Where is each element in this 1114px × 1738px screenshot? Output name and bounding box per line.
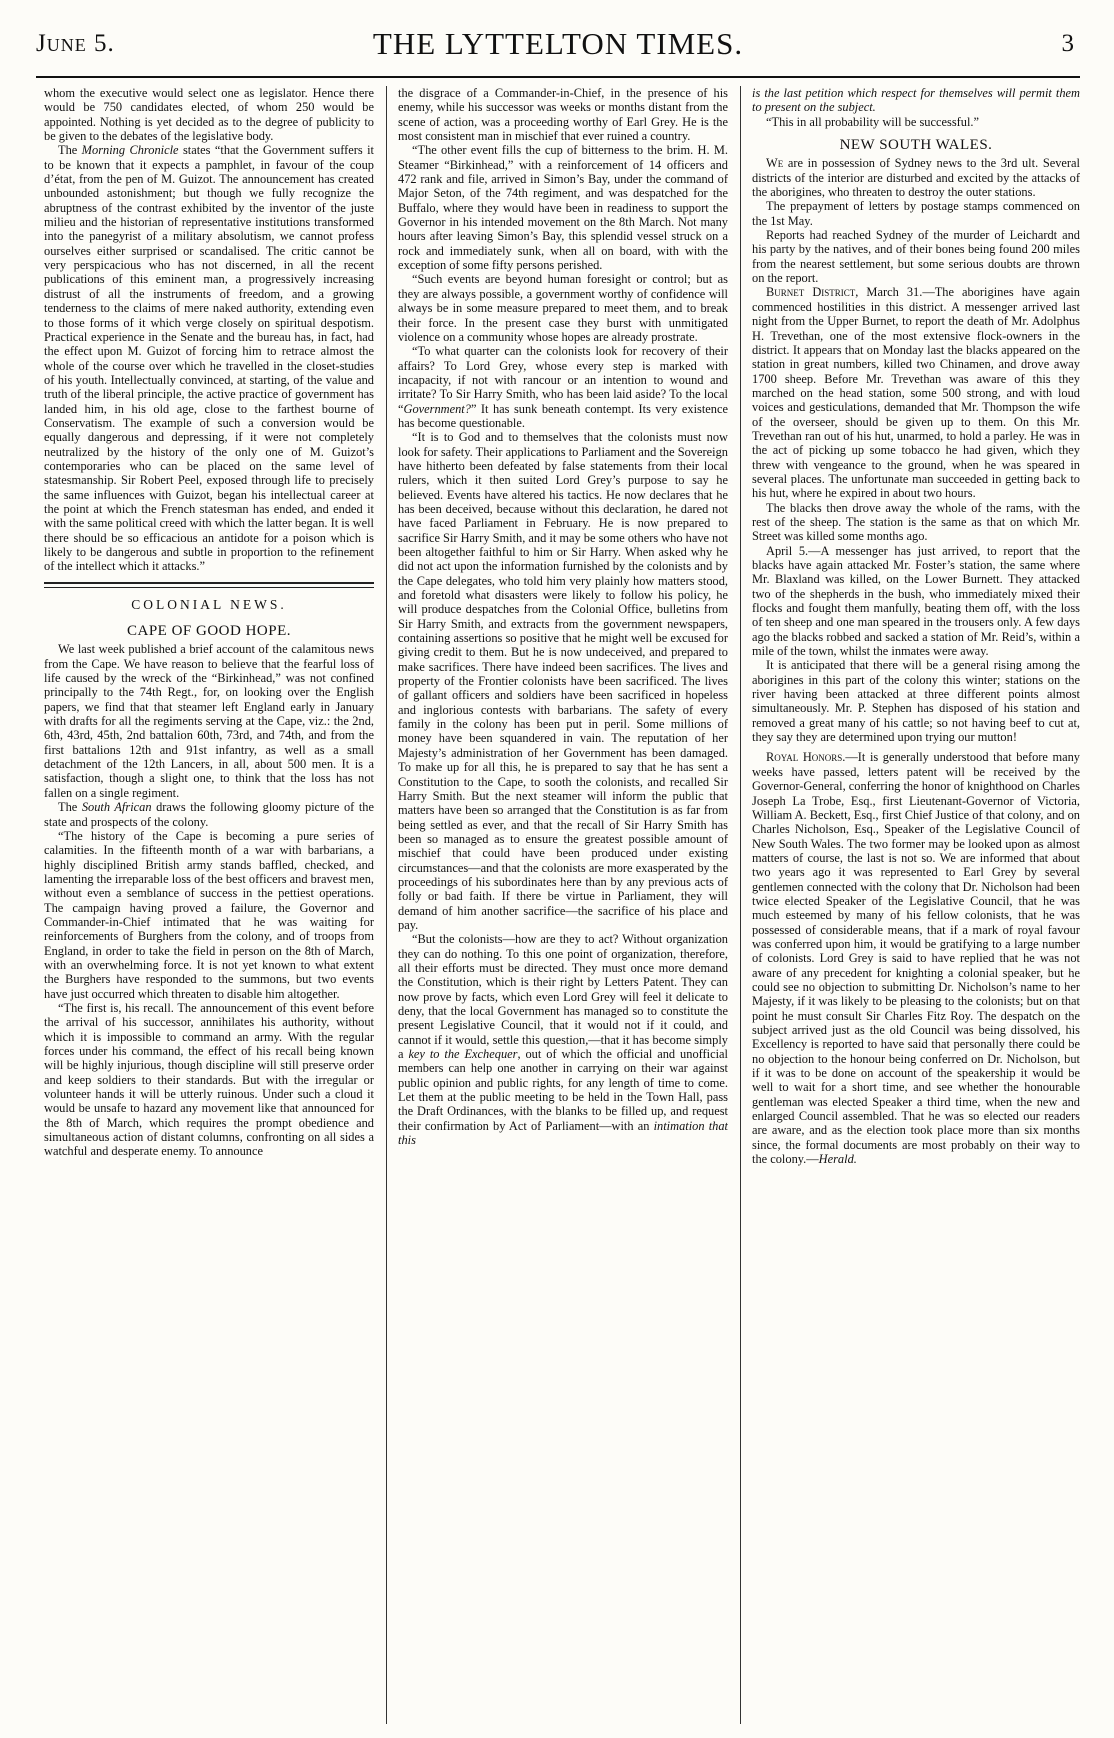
paragraph: Reports had reached Sydney of the murder of Leichardt and his party by the natives, and of their bones being found 200 miles from the nearest settlement, but some serious doubts are thrown on the report. <box>752 228 1080 286</box>
paragraph: It is anticipated that there will be a general rising among the aborigines in this part of the colony this winter; stations on the river having been attacked at three different points almost simultaneously. Mr. P. Stephen has disposed of his station and removed a great many of his cattle; so not having beef to cut at, they say they are determined upon trying our mutton! <box>752 658 1080 745</box>
paragraph: “This in all probability will be successful.” <box>766 114 980 129</box>
source-credit: Herald. <box>818 1152 857 1167</box>
italic-text: Government? <box>403 401 471 416</box>
paragraph: is the last petition which respect for themselves will permit them to present on the subject. <box>752 86 1080 115</box>
paragraph: “The first is, his recall. The announcement of this event before the arrival of his successor, annihilates his authority, without which it is impossible to command an army. With the regular forces under his command, the effect of his recall being known will be highly injurious, though discipline will still preserve order and keep soldiers to their standards. But with the irregular or volunteer hands it will be utterly ruinous. Under such a cloud it would be unsafe to hazard any movement like that announced for the 8th of March, which requires the prompt obedience and simultaneous action of distant columns, confronting on all sides a watchful and desperate enemy. To announce <box>44 1000 374 1159</box>
italic-text: intimation that this <box>398 1118 728 1148</box>
paragraph <box>398 932 728 1147</box>
text-run: , out of which the official and unofficial members can help one another in carrying on their war against public opinion and public rights, for any length of time to come. Let them at the public meeting to be held in the Town Hall, pass the Draft Ordinances, with the blanks to be filled up, and request their confirmation by Act of Parliament—with an <box>398 1047 728 1133</box>
newspaper-page <box>36 24 1080 1724</box>
lead-in: Burnet District, <box>766 285 859 300</box>
text-run: are in possession of Sydney news to the 3rd ult. Several districts of the interior are disturbed and excited by the attacks of the aborigines, who threaten to destroy the outer stations. <box>752 156 1080 200</box>
paragraph <box>752 285 1080 500</box>
paragraph <box>752 750 1080 1166</box>
paragraph <box>752 156 1080 199</box>
text-run: The <box>58 143 82 158</box>
text-run: —It is generally understood that before many weeks have passed, letters patent will be received by the Governor-General, conferring the honor of knighthood on Charles Joseph La Trobe, Esq., first Lieutenant-Governor of Victoria, William A. Beckett, Esq., first Chief Justice of that colony, and on Charles Nicholson, Esq., Speaker of the Legislative Council of New South Wales. The two former may be looked upon as almost matters of course, the last is not so. We are informed that about two years ago it was represented to Earl Grey by several gentlemen connected with the colony that Dr. Nicholson had been twice elected Speaker of the Legislative Council, that he was much esteemed by many of his fellow colonists, that he was possessed of considerable means, that if a mark of royal favour was conferred upon him, it would be gratifying to a large number of colonists. Lord Grey is said to have replied that he was not aware of any precedent for knighting a colonial speaker, but he could see no objection to submitting Dr. Nicholson’s name to her Majesty, if it was likely to be pleasing to the colonists; but on that point he must consult Sir Charles Fitz Roy. The despatch on the subject arrived just as the old Council was being dissolved, his Excellency is reported to have said that personally there could be no objection to the honour being conferred on Dr. Nicholson, but if it was to be done on account of the speakership it would be well to wait for a short time, and see whether the honourable gentleman was elected Speaker a third time, when the new and enlarged Council assembled. That he was so elected our readers are aware, and as the election took place more than six months since, the formal documents are most probably on their way to the colony.— <box>752 750 1080 1167</box>
text-run: draws the following gloomy picture of the state and prospects of the colony. <box>44 800 374 829</box>
text-run: “But the colonists—how are they to act? Without organization they can do nothing. To this one point of organization, therefore, all their efforts must be directed. They must once more demand the Constitution, which is their right by Letters Patent. They can now prove by facts, which even Lord Grey will feel it delicate to deny, that the local Government has managed so to constitute the present Legislative Council, that it would not if it could, and cannot if it would, settle this question,—that it has become simply a <box>398 932 728 1062</box>
lead-in: We <box>766 156 784 171</box>
column-2 <box>398 86 728 1724</box>
lead-in: Royal Honors. <box>766 750 846 765</box>
column-3 <box>752 86 1080 1724</box>
article-heading: CAPE OF GOOD HOPE. <box>126 623 292 640</box>
newspaper-title: THE LYTTELTON TIMES. <box>372 26 744 61</box>
paragraph <box>44 143 374 573</box>
paragraph: The blacks then drove away the whole of the rams, with the rest of the sheep. The station is the same as that on which Mr. Street was killed some months ago. <box>752 500 1080 544</box>
section-divider <box>44 587 374 588</box>
paragraph: April 5.—A messenger has just arrived, to report that the blacks have again attacked Mr. Foster’s station, the same where Mr. Blaxland was killed, on the Lower Burnett. They attacked two of the shepherds in the bush, who immediately mixed their flocks and fought them manfully, beating them off, with the loss of ten sheep and one man speared in the trousers only. A few days ago the blacks robbed and sacked a station of Mr. Reid’s, within a mile of the town, whilst the inmates were away. <box>752 543 1080 659</box>
page-header <box>36 24 1080 78</box>
paragraph: “It is to God and to themselves that the colonists must now look for safety. Their applications to Parliament and the Sovereign have hitherto been defeated by false statements from their local rulers, which it then suited Lord Grey’s purpose to say he believed. Events have altered his tactics. He now declares that he has been deceived, because without this declaration, he dared not have faced Parliament in February. He is now prepared to sacrifice Sir Harry Smith, and it may be some others who have not been altogether faithful to him or Sir Harry. When asked why he did not act upon the information furnished by the colonists and by the Cape delegates, who told him very plainly how matters stood, and foretold what disasters were likely to follow his policy, he will produce despatches from the Colonial Office, bulletins from Sir Harry Smith, and extracts from the government newspapers, containing assertions so positive that he might well be excused for giving credit to them. But he is now undeceived, and prepared to make sacrifices. There have indeed been sacrifices. The lives and property of the Frontier colonists have been sacrificed. The lives of gallant officers and soldiers have been sacrificed in hopeless and inglorious contests with barbarians. The safety of every family in the colony has been put in peril. Some millions of money have been squandered in vain. The reputation of her Majesty’s administration of her Government has been damaged. To make up for all this, he is prepared to say that he has sent a Constitution to the Cape, to sooth the colonists, and recalled Sir Harry Smith. But the next steamer will inform the public that matters have been so arranged that the Constitution is as far from being settled as ever, and that the recall of Sir Harry Smith has been so managed as to ensure the greatest possible amount of mischief that could have been produced under existing circumstances—and that the colonists are more exasperated by the proceedings of his subordinates here than by any previous acts of folly or bad faith. If there be virtue in Parliament, they will demand of him another sacrifice—the sacrifice of his place and pay. <box>398 430 728 932</box>
text-run: The <box>58 800 82 815</box>
section-divider <box>44 582 374 584</box>
paragraph: “Such events are beyond human foresight or control; but as they are always possible, a government worthy of confidence will always be in some measure prepared to meet them, and to break their force. In the present case they burst with unmitigated violence on a community whose hopes are already prostrate. <box>398 272 728 344</box>
paragraph <box>398 344 728 430</box>
paragraph <box>44 800 374 829</box>
text-run: March 31.—The aborigines have again commenced hostilities in this district. A messenger arrived last night from the Upper Burnet, to report the death of Mr. Adolphus H. Trevethan, one of the most extensive flock-owners in the district. It appears that on Monday last the blacks appeared on the station in great numbers, killed two Chinamen, and drove away 1700 sheep. Before Mr. Trevethan was aware of this they marched on the head station, some 500 strong, and with loud voices and gesticulations, demanded that Mr. Thompson the wife of the overseer, should be given up to them. On this Mr. Trevethan ran out of his hut, unarmed, to hold a parley. He was in the act of picking up some tobacco he had given, which they threw with vengeance to the ground, when he was speared in several places. The unfortunate man succeeded in getting back to his hut, where he expired in about two hours. <box>752 285 1080 501</box>
column-1 <box>44 86 374 1724</box>
paragraph: The prepayment of letters by postage stamps commenced on the 1st May. <box>752 199 1080 228</box>
article-heading: NEW SOUTH WALES. <box>839 137 993 154</box>
column-rule <box>740 86 741 1724</box>
newspaper-name: Morning Chronicle <box>81 143 179 158</box>
column-rule <box>386 86 387 1724</box>
paragraph: “The other event fills the cup of bitterness to the brim. H. M. Steamer “Birkinhead,” with a reinforcement of 14 officers and 472 rank and file, arrived in Simon’s Bay, under the command of Major Seton, of the 74th regiment, and was despatched for the Buffalo, where they would have been in readiness to support the Governor in his intended movement on the 8th March. Not many hours after leaving Simon’s Bay, this splendid vessel struck on a rock and immediately sunk, when all on board, with with the exception of some fifty persons perished. <box>398 143 728 273</box>
italic-text: key to the Exchequer <box>408 1047 518 1062</box>
issue-date: June 5. <box>36 30 115 57</box>
paragraph: We last week published a brief account of the calamitous news from the Cape. We have reason to believe that the fearful loss of life caused by the wreck of the “Birkinhead,” was not confined principally to the 74th Regt., for, on looking over the English papers, we find that that steamer left England early in January with drafts for all the regiments serving at the Cape, viz.: the 2nd, 6th, 43rd, 45th, 2nd battalion 60th, 73rd, and 74th, and from the first battalions 12th and 91st infantry, as well as a small detachment of the 12th Lancers, in all, about 500 men. It is a satisfaction, though a slight one, to think that the loss has not fallen on a single regiment. <box>44 642 374 800</box>
text-run: “To what quarter can the colonists look for recovery of their affairs? To Lord Grey, whose every step is marked with incapacity, if not with rancour or an intention to wound and irritate? To Sir Harry Smith, who has been laid aside? To the local “ <box>398 344 728 416</box>
text-run: states “that the Government suffers it to be known that it expects a pamphlet, in favour of the coup d’état, from the pen of M. Guizot. The announcement has created unbounded astonishment; but though we fully recognize the abruptness of the contrast exhibited by the inventor of the juste milieu and the historian of representative institutions transformed into the panegyrist of a military absolutism, we cannot profess ourselves either surprised or scandalised. The critic cannot be very perspicacious who has not discerned, in all the recent publications of this eminent man, a progressively increasing distrust of all the instruments of freedom, and a growing tenderness to the claims of mere naked authority, extending even to those forms of it which verge closely on spiritual despotism. Practical experience in the Senate and the bureau has, in fact, had the effect upon M. Guizot of forcing him to retrace almost the whole of the course over which he travelled in the closet-studies of his youth. Intellectually convinced, at starting, of the value and truth of the liberal principle, the active practice of government has landed him, in his old age, close to the farthest bourne of Conservatism. The example of such a conversion would be equally dangerous and depressing, if it were not completely neutralized by the history of the only one of M. Guizot’s contemporaries who can be placed on the same level of statesmanship. Sir Robert Peel, exposed through life to precisely the same influences with Guizot, began his intellectual career at the point at which the French statesman has ended, and ended it with the same political creed with which the latter began. It is well there should be so efficacious an antidote for a poison which is likely to be dangerous and subtle in proportion to the refinement of the intellect which it attacks.” <box>44 143 374 574</box>
paragraph: the disgrace of a Commander-in-Chief, in the presence of his enemy, while his successor was weeks or months distant from the scene of action, was a proceeding worthy of Earl Grey. He is the most consistent man in mischief that ever ruined a country. <box>398 86 728 144</box>
paragraph: whom the executive would select one as legislator. Hence there would be 750 candidates elected, of whom 250 would be appointed. Nothing is yet decided as to the degree of publicity to be given to the debates of the legislative body. <box>44 86 374 144</box>
section-heading: COLONIAL NEWS. <box>131 596 287 612</box>
newspaper-name: South African <box>81 800 152 815</box>
paragraph: “The history of the Cape is becoming a pure series of calamities. In the fifteenth month of a war with barbarians, a highly disciplined British army stands baffled, checked, and lamenting the irreparable loss of the best officers and bravest men, without even a semblance of success in the pettiest operations. The campaign having proved a failure, the Governor and Commander-in-Chief intimated that he was waiting for reinforcements of Burghers from the colony, and of troops from England, in order to take the field in person on the 8th of March, with an overwhelming force. It is not yet known to what extent the Burghers have responded to the summons, but two events have just occurred which threaten to disable him altogether. <box>44 828 374 1001</box>
page-number: 3 <box>1061 30 1074 57</box>
article-columns <box>36 86 1080 1724</box>
text-run: ” It has sunk beneath contempt. Its very existence has become questionable. <box>398 401 728 430</box>
